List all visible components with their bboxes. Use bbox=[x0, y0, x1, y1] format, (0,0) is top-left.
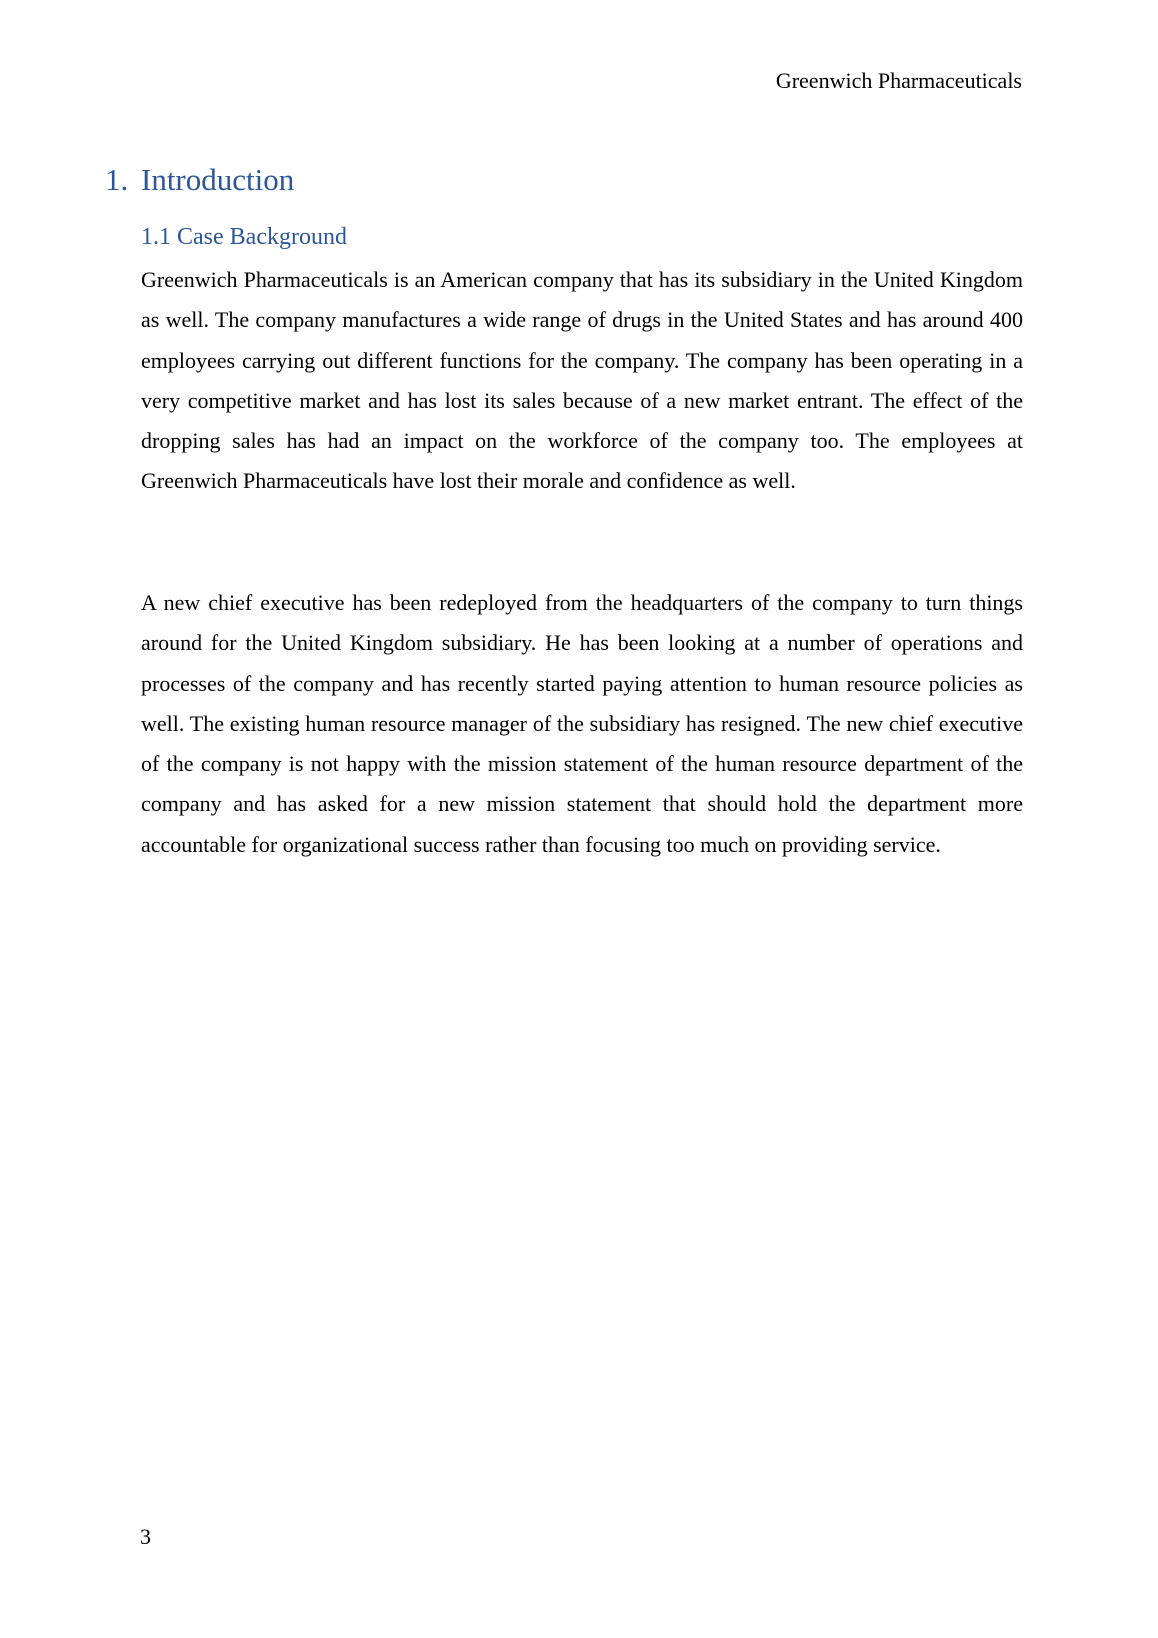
body-paragraph: Greenwich Pharmaceuticals is an American company that has its subsidiary in the United Kingdom as well. The company manufactures a wide range of drugs in the United States and has around 400 employees carrying out different functions for the company. The company has been operating in a very competitive market and has lost its sales because of a new market entrant. The effect of the dropping sales has had an impact on the workforce of the company too. The employees at Greenwich Pharmaceuticals have lost their morale and confidence as well. bbox=[141, 267, 1023, 494]
body-paragraph: A new chief executive has been redeployed from the headquarters of the company to turn things around for the United Kingdom subsidiary. He has been looking at a number of operations and processes of the company and has recently started paying attention to human resource policies as well. The existing human resource manager of the subsidiary has resigned. The new chief executive of the company is not happy with the mission statement of the human resource department of the company and has asked for a new mission statement that should hold the department more accountable for organizational success rather than focusing too much on providing service. bbox=[141, 590, 1023, 857]
section-heading bbox=[105, 160, 294, 200]
page-number: 3 bbox=[140, 1524, 151, 1549]
section-title: Introduction bbox=[141, 162, 295, 197]
page-header: Greenwich Pharmaceuticals bbox=[775, 68, 1022, 93]
subsection-heading: 1.1 Case Background bbox=[141, 224, 347, 250]
section-number: 1. bbox=[105, 162, 129, 197]
